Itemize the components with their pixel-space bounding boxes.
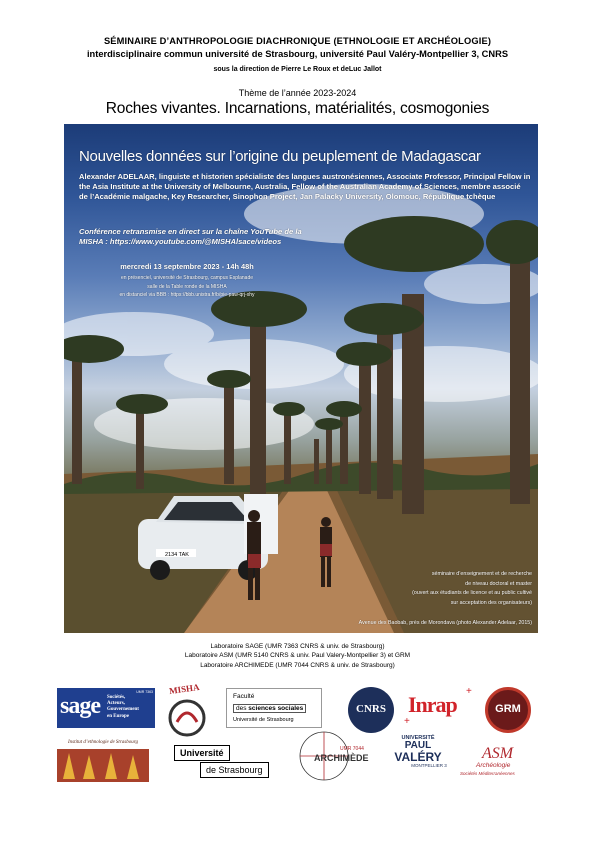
- faculte-sciences: sciences sociales: [248, 705, 304, 712]
- asm-line: Sociétés Méditerranéennes: [460, 771, 515, 776]
- note-line: sur acceptation des organisateurs): [450, 599, 532, 606]
- lab-line: Laboratoire ASM (UMR 5140 CNRS & univ. Paul Valery-Montpellier 3) et GRM: [184, 652, 411, 660]
- misha-emblem: [163, 681, 213, 740]
- venue-line: en présenciel, université de Strasbourg, campus Esplanade: [120, 275, 254, 281]
- car-plate: 2134 TAK: [165, 552, 189, 558]
- note-line: de niveau doctoral et master: [465, 580, 532, 587]
- lab-line: Laboratoire ARCHIMEDE (UMR 7044 CNRS & univ. de Strasbourg): [200, 661, 395, 669]
- faculte-line: Faculté: [233, 693, 255, 700]
- misha-logo: [163, 681, 213, 740]
- misha-word: MISHA: [168, 681, 201, 697]
- sage-word: sage: [60, 693, 100, 719]
- inrap-word: Inrap: [408, 692, 457, 717]
- archimede-umr: UMR 7044: [340, 746, 364, 752]
- asm-line: Archéologie: [476, 762, 511, 769]
- asm-word: ASM: [482, 745, 514, 762]
- unistra-line1: Université: [174, 745, 230, 761]
- upv-logo: [382, 733, 454, 781]
- ethnologie-title: Institut d’ethnologie de Strasbourg: [57, 740, 149, 749]
- bbb-link[interactable]: en distanciel via BBB : https://bbb.unistra.fr/b/pie-paw-qrj-xhy: [119, 292, 255, 299]
- archimede-name: ARCHIMÈDE: [314, 753, 369, 763]
- upv-line: PAUL: [404, 740, 432, 751]
- seminar-note: [364, 570, 532, 608]
- faculte-des: des: [236, 705, 247, 712]
- upv-line: MONTPELLIER 3: [411, 763, 447, 768]
- poster-title: Nouvelles données sur l’origine du peuplement de Madagascar: [79, 148, 481, 165]
- plus-icon: +: [466, 686, 472, 697]
- youtube-link[interactable]: MISHA : https://www.youtube.com/@MISHAlsace/videos: [79, 237, 282, 246]
- cnrs-word: CNRS: [356, 703, 386, 715]
- sage-line: Gouvernement: [107, 707, 139, 713]
- grm-logo: [485, 687, 531, 733]
- sage-line: Sociétés,: [107, 695, 126, 700]
- sage-line: Acteurs,: [107, 701, 125, 707]
- theme-label: Thème de l’année 2023-2024: [238, 88, 357, 98]
- upv-line: UNIVERSITÉ: [401, 735, 435, 741]
- livestream-info: [79, 227, 379, 247]
- note-line: (ouvert aux étudiants de licence et au public cultivé: [412, 590, 532, 596]
- seminar-direction: sous la direction de Pierre Le Roux et deLuc Jallot: [213, 66, 382, 73]
- inrap-logo: [404, 688, 474, 728]
- seminar-title: SÉMINAIRE D’ANTHROPOLOGIE DIACHRONIQUE (ETHNOLOGIE ET ARCHÉOLOGIE): [103, 36, 492, 46]
- cnrs-logo: [348, 687, 394, 733]
- sage-line: en Europe: [107, 713, 129, 719]
- ethnologie-pattern: [57, 749, 149, 782]
- ethnologie-logo: [57, 740, 149, 782]
- livestream-line: Conférence retransmise en direct sur la chaîne YouTube de la: [79, 227, 302, 236]
- theme-title: Roches vivantes. Incarnations, matérialités, cosmogonies: [105, 100, 490, 117]
- unistra-logo: [172, 745, 272, 781]
- asm-logo: [460, 745, 532, 781]
- sage-logo: [57, 688, 155, 728]
- lab-line: Laboratoire SAGE (UMR 7363 CNRS & univ. de Strasbourg): [210, 643, 385, 650]
- upv-line: VALÉRY: [394, 750, 442, 764]
- faculte-logo: [226, 688, 322, 728]
- poster-photo: [64, 124, 538, 633]
- venue-line: salle de la Table ronde de la MISHA: [147, 283, 227, 290]
- note-line: séminaire d’enseignement et de recherche: [431, 571, 532, 577]
- plus-icon: +: [404, 716, 410, 727]
- event-venue: [82, 274, 292, 300]
- speaker-bio: Alexander ADELAAR, linguiste et historien spécialiste des langues austronésiennes, Associate Professor, Principal Fellow in the Asia Institute at the University of Melbourne, Australia, Fellow of the Australian Academy of Sciences, membre associé de l’Académie malgache, Key Researcher, Sinophon Project, Jan Palacky University, Olomouc, République tchèque: [79, 172, 531, 202]
- photo-caption: Avenue des Baobab, près de Morondava (photo Alexander Adelaar, 2015): [358, 620, 532, 626]
- unistra-line2: de Strasbourg: [200, 762, 269, 778]
- archimede-logo: [290, 728, 374, 784]
- event-date: mercredi 13 septembre 2023 - 14h 48h: [120, 262, 254, 271]
- grm-word: GRM: [495, 703, 521, 715]
- laboratories: [0, 642, 595, 670]
- seminar-subtitle: interdisciplinaire commun université de Strasbourg, université Paul Valéry-Montpellier 3, CNRS: [86, 49, 509, 59]
- faculte-univ: Université de Strasbourg: [233, 717, 294, 723]
- sage-umr: UMR 7363: [136, 690, 153, 694]
